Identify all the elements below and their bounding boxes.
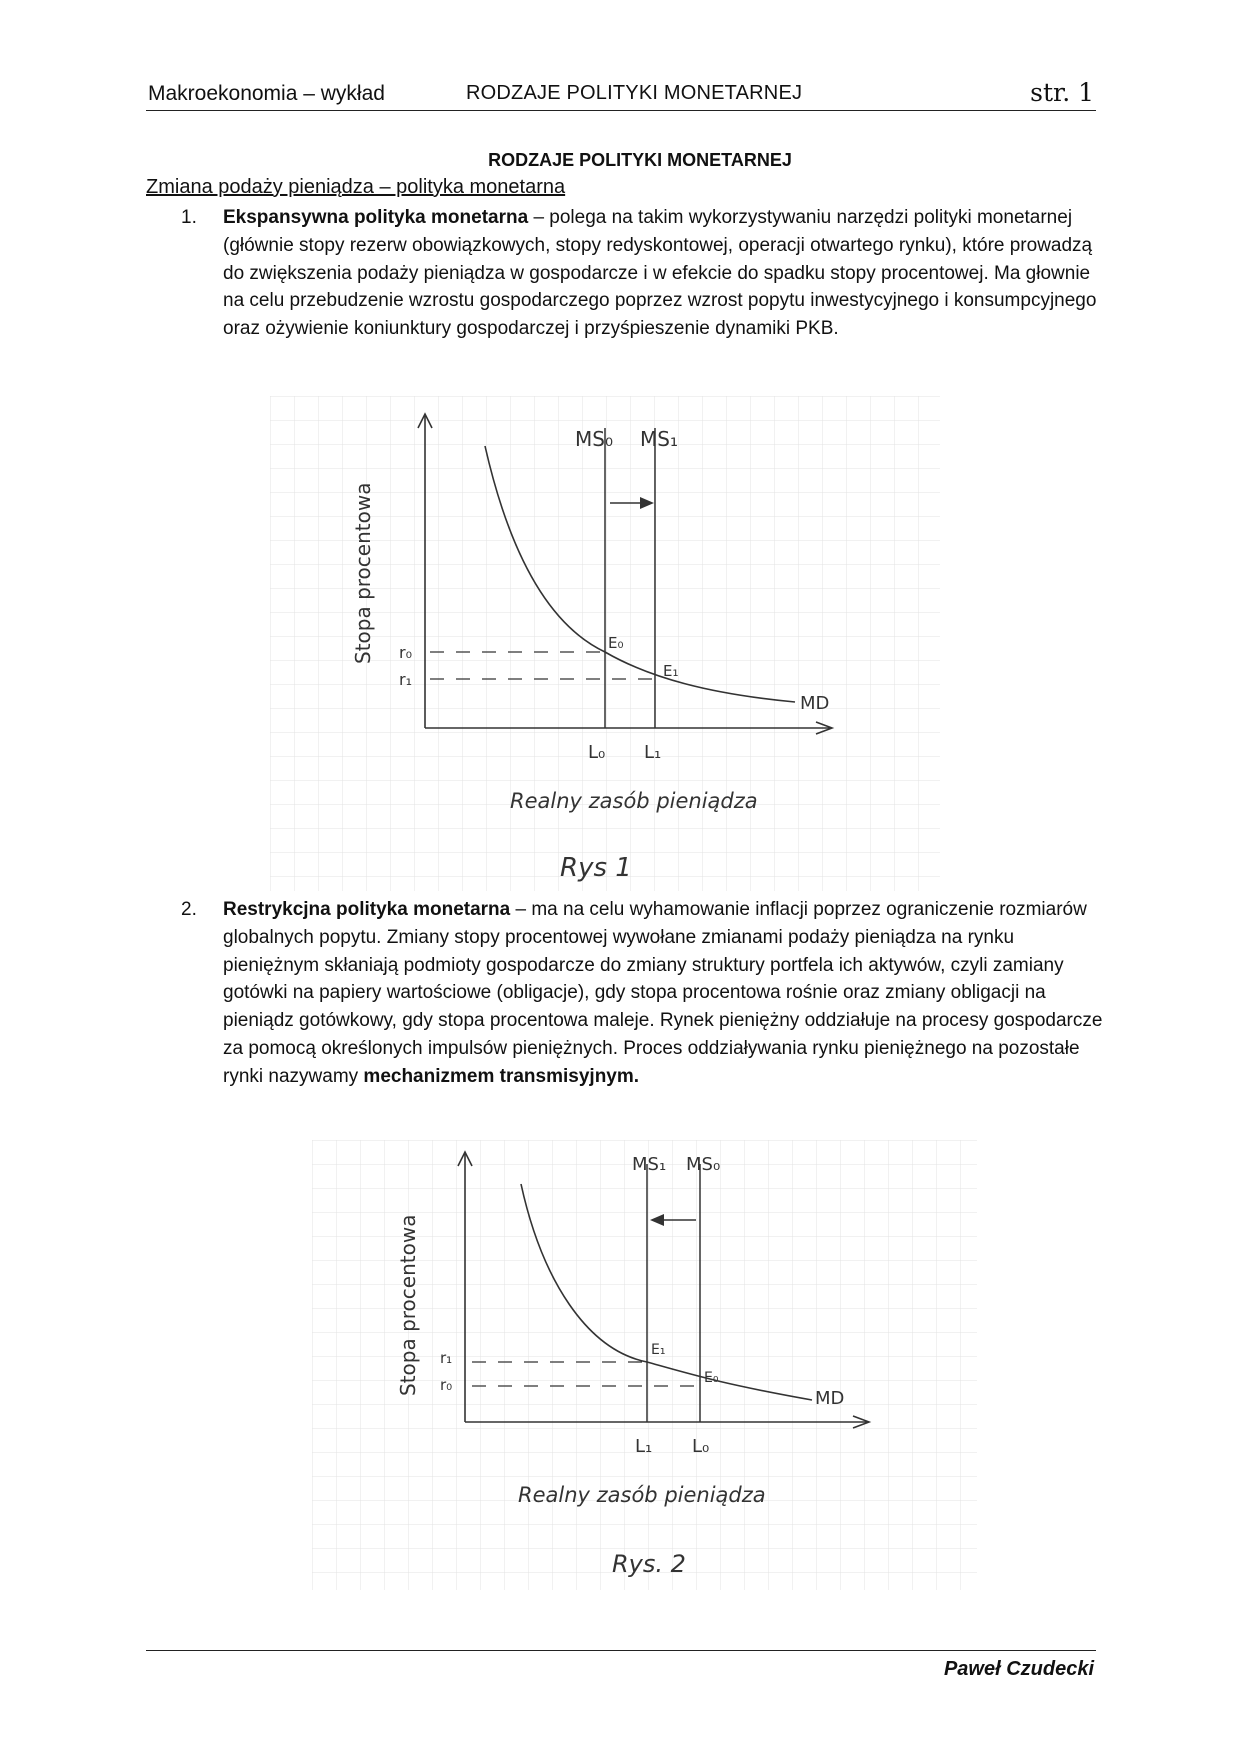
l-right-label: L₀ [692,1436,710,1457]
rate-low-label: r₁ [399,670,412,689]
item-term: Ekspansywna polityka monetarna [223,207,529,228]
header-topic: RODZAJE POLITYKI MONETARNEJ [466,82,803,104]
item-number: 2. [181,899,197,920]
course-title: Makroekonomia – wykład [148,82,385,105]
page-number: str. 1 [1030,78,1094,107]
document-title: RODZAJE POLITYKI MONETARNEJ [488,150,792,170]
supply-1-label: MS₁ [640,427,678,451]
l-left-label: L₀ [588,742,606,763]
demand-label: MD [800,693,830,714]
equilibrium-b-label: E₀ [704,1370,719,1386]
equilibrium-b-label: E₁ [663,662,679,680]
equilibrium-a-label: E₀ [608,634,624,652]
equilibrium-a-label: E₁ [651,1342,666,1358]
rate-high-label: r₀ [399,643,412,662]
item-text: – ma na celu wyhamowanie inflacji poprzez ograniczenie rozmiarów globalnych popytu. Zmiany stopy procentowej wywołane zmianami podaży pieniądza na rynku pieniężnym skłaniają podmioty gospodarcze do zmiany struktury portfela ich aktywów, czyli zamiany gotówki na papiery wartościowe (obligacje), gdy stopa procentowa rośnie oraz zmiany obligacji na pieniądz gotówkowy, gdy stopa procentowa maleje. Rynek pieniężny oddziałuje na procesy gospodarcze za pomocą określonych impulsów pieniężnych. Proces oddziaływania rynku pieniężnego na pozostałe rynki nazywamy [223,899,1103,1087]
figure-2-graph [312,1140,977,1590]
l-right-label: L₁ [644,742,662,763]
x-axis-label: Realny zasób pieniądza [518,1483,766,1507]
item-paragraph [223,204,1103,343]
x-axis-label: Realny zasób pieniądza [510,789,758,813]
supply-1-label: MS₁ [632,1154,667,1175]
figure-caption: Rys 1 [560,853,632,883]
page-header [146,78,1096,111]
list-item-restrictive [181,896,1103,1091]
rate-low-label: r₀ [440,1376,453,1394]
item-term-end: mechanizmem transmisyjnym. [363,1065,640,1087]
figure-caption: Rys. 2 [612,1550,686,1578]
demand-label: MD [815,1388,845,1409]
item-text: – polega na takim wykorzystywaniu narzędzi polityki monetarnej (głównie stopy rezerw obowiązkowych, stopy redyskontowej, operacji otwartego rynku), które prowadzą do zwiększenia podaży pieniądza w gospodarcze i w efekcie do spadku stopy procentowej. Ma głownie na celu przebudzenie wzrostu gospodarczego poprzez wzrost popytu inwestycyjnego i konsumpcyjnego oraz ożywienie koniunktury gospodarczej i przyśpieszenie dynamiki PKB. [223,207,1097,340]
list-item-expansive [181,204,1103,343]
supply-0-label: MS₀ [575,427,613,451]
item-number: 1. [181,207,197,228]
author-name: Paweł Czudecki [943,1658,1094,1680]
figure-2-svg [312,1140,977,1590]
y-axis-label: Stopa procentowa [351,482,375,664]
footer-divider [146,1650,1096,1651]
figure-1-svg [270,396,940,891]
section-subheading: Zmiana podaży pieniądza – polityka monetarna [146,176,566,198]
supply-0-label: MS₀ [686,1154,721,1175]
figure-1-graph [270,396,940,891]
item-term: Restrykcjna polityka monetarna [223,899,511,920]
item-paragraph [223,896,1103,1091]
rate-high-label: r₁ [440,1349,453,1367]
l-left-label: L₁ [635,1436,653,1457]
y-axis-label: Stopa procentowa [396,1214,420,1396]
